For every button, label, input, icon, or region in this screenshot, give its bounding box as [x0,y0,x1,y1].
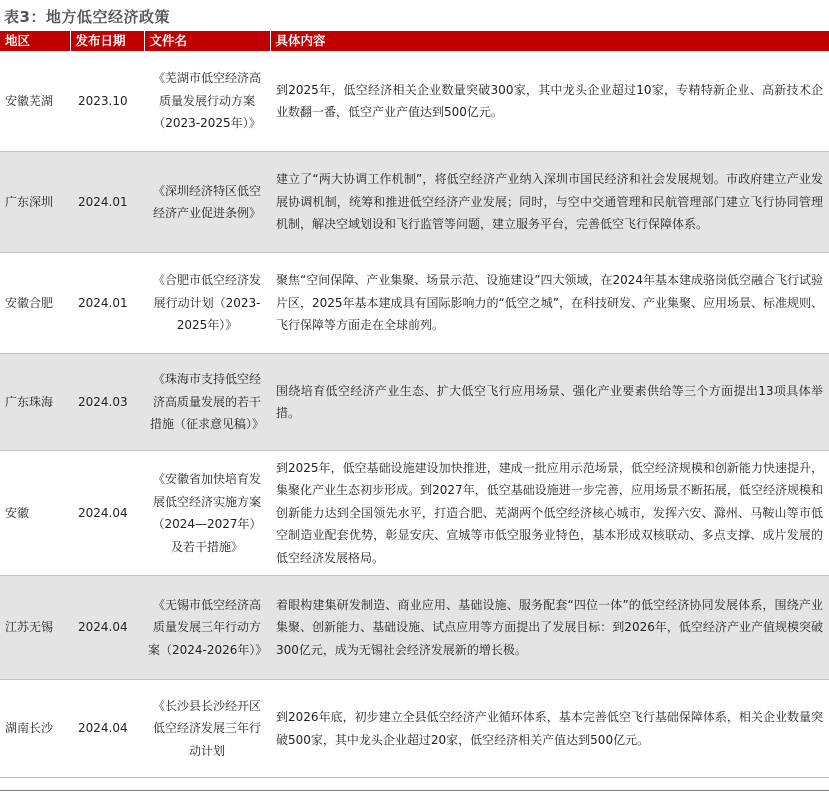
header-file: 文件名 [144,31,270,51]
cell-content: 聚焦“空间保障、产业集聚、场景示范、设施建设”四大领域，在2024年基本建成骆岗低空融合飞行试验片区，2025年基本建成具有国际影响力的“低空之城”，在科技研发、产业集聚、应用场景、标准规则、飞行保障等方面走在全球前列。 [270,253,829,354]
table-row [0,51,829,152]
cell-file: 《珠海市支持低空经济高质量发展的若干措施（征求意见稿）》 [144,354,270,451]
cell-content: 建立了“两大协调工作机制”，将低空经济产业纳入深圳市国民经济和社会发展规划。市政府建立产业发展协调机制，统筹和推进低空经济产业发展；同时，与空中交通管理和民航管理部门建立飞行协同管理机制，解决空域划设和飞行监管等问题，建立服务平台，完善低空飞行保障体系。 [270,152,829,253]
cell-date: 2024.04 [70,451,144,576]
cell-file: 《安徽省加快培育发展低空经济实施方案（2024—2027年）及若干措施》 [144,451,270,576]
cell-region: 安徽芜湖 [0,51,70,152]
table-row [0,576,829,680]
cell-content: 着眼构建集研发制造、商业应用、基础设施、服务配套“四位一体”的低空经济协同发展体系，围绕产业集聚、创新能力、基础设施、试点应用等方面提出了发展目标：到2026年，低空经济产业产值规模突破300亿元，成为无锡社会经济发展新的增长极。 [270,576,829,680]
cell-date: 2024.01 [70,253,144,354]
cell-region: 安徽合肥 [0,253,70,354]
policy-table [0,31,829,778]
cell-content: 到2026年底，初步建立全县低空经济产业循环体系，基本完善低空飞行基础保障体系，相关企业数量突破500家，其中龙头企业超过20家，低空经济相关产值达到500亿元。 [270,680,829,778]
table-row [0,680,829,778]
header-row [0,31,829,51]
table-row [0,152,829,253]
cell-file: 《深圳经济特区低空经济产业促进条例》 [144,152,270,253]
cell-file: 《无锡市低空经济高质量发展三年行动方案（2024-2026年）》 [144,576,270,680]
header-date: 发布日期 [70,31,144,51]
cell-date: 2024.04 [70,680,144,778]
cell-file: 《长沙县长沙经开区低空经济发展三年行动计划 [144,680,270,778]
table-title: 表3：地方低空经济政策 [4,8,170,26]
table-header [0,31,829,51]
cell-date: 2024.01 [70,152,144,253]
cell-date: 2024.04 [70,576,144,680]
cell-content: 到2025年，低空经济相关企业数量突破300家，其中龙头企业超过10家，专精特新企业、高新技术企业数翻一番，低空产业产值达到500亿元。 [270,51,829,152]
table-body [0,51,829,778]
cell-file: 《芜湖市低空经济高质量发展行动方案（2023-2025年）》 [144,51,270,152]
cell-region: 广东珠海 [0,354,70,451]
cell-region: 江苏无锡 [0,576,70,680]
cell-file: 《合肥市低空经济发展行动计划（2023-2025年）》 [144,253,270,354]
table-row [0,451,829,576]
cell-date: 2023.10 [70,51,144,152]
table-row [0,253,829,354]
table-row [0,354,829,451]
cell-content: 到2025年，低空基础设施建设加快推进，建成一批应用示范场景，低空经济规模和创新能力快速提升，集聚化产业生态初步形成。到2027年，低空基础设施进一步完善，应用场景不断拓展，低空经济规模和创新能力达到全国领先水平，打造合肥、芜湖两个低空经济核心城市，发挥六安、滁州、马鞍山等市低空制造业配套优势，彰显安庆、宣城等市低空服务业特色，基本形成双核联动、多点支撑、成片发展的低空经济发展格局。 [270,451,829,576]
bottom-divider [0,790,829,791]
header-region: 地区 [0,31,70,51]
cell-region: 湖南长沙 [0,680,70,778]
cell-content: 围绕培育低空经济产业生态、扩大低空飞行应用场景、强化产业要素供给等三个方面提出13项具体举措。 [270,354,829,451]
cell-region: 广东深圳 [0,152,70,253]
cell-region: 安徽 [0,451,70,576]
header-content: 具体内容 [270,31,829,51]
cell-date: 2024.03 [70,354,144,451]
